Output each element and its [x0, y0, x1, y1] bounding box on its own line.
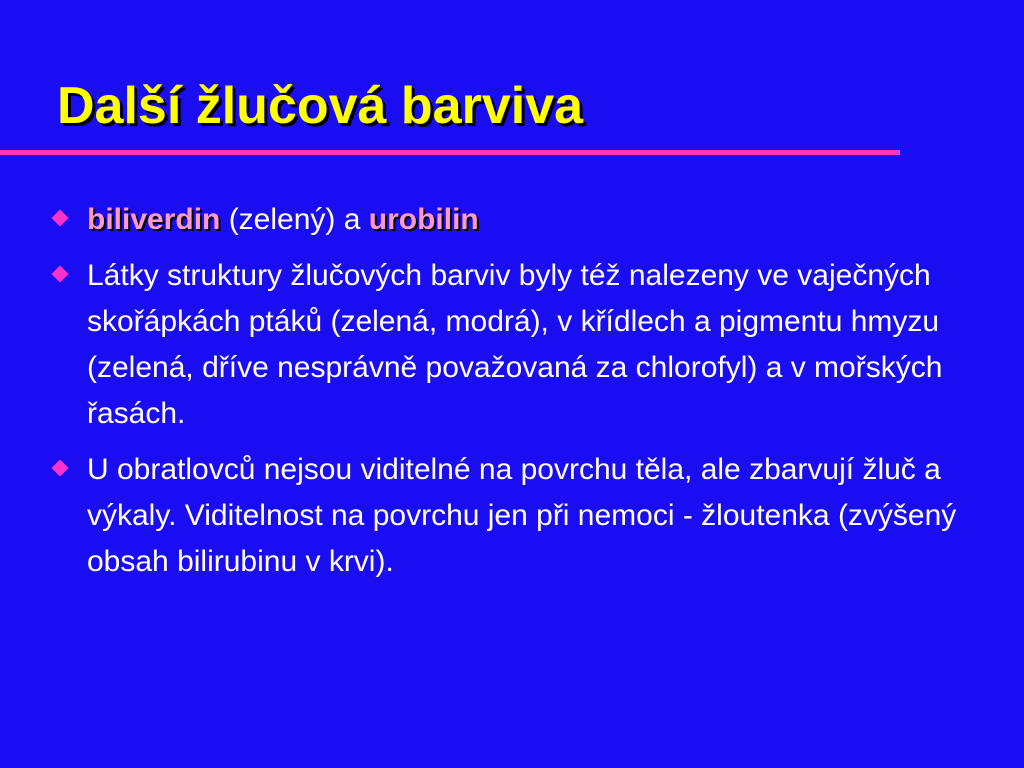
diamond-icon — [52, 210, 69, 227]
title-underline — [0, 150, 900, 155]
bullet-text: (zelený) a — [220, 203, 369, 236]
slide-title: Další žlučová barviva — [57, 77, 584, 135]
bullet-item — [52, 447, 992, 585]
bullet-text: U obratlovců nejsou viditelné na povrchu těla, ale zbarvují žluč a výkaly. Viditelnost na povrchu jen při nemoci - žloutenka (zvýšený obsah bilirubinu v krvi). — [87, 453, 957, 578]
diamond-icon — [52, 460, 69, 477]
bullet-text: Látky struktury žlučových barviv byly též nalezeny ve vaječných skořápkách ptáků (zelená, modrá), v křídlech a pigmentu hmyzu (zelená, dříve nesprávně považovaná za chlorofyl) a v mořských řasách. — [87, 259, 943, 430]
diamond-icon — [52, 266, 69, 283]
bullet-list — [52, 197, 992, 595]
bullet-item — [52, 197, 992, 243]
bullet-item — [52, 253, 992, 437]
term-biliverdin: biliverdin — [87, 203, 221, 236]
term-urobilin: urobilin — [368, 203, 479, 236]
